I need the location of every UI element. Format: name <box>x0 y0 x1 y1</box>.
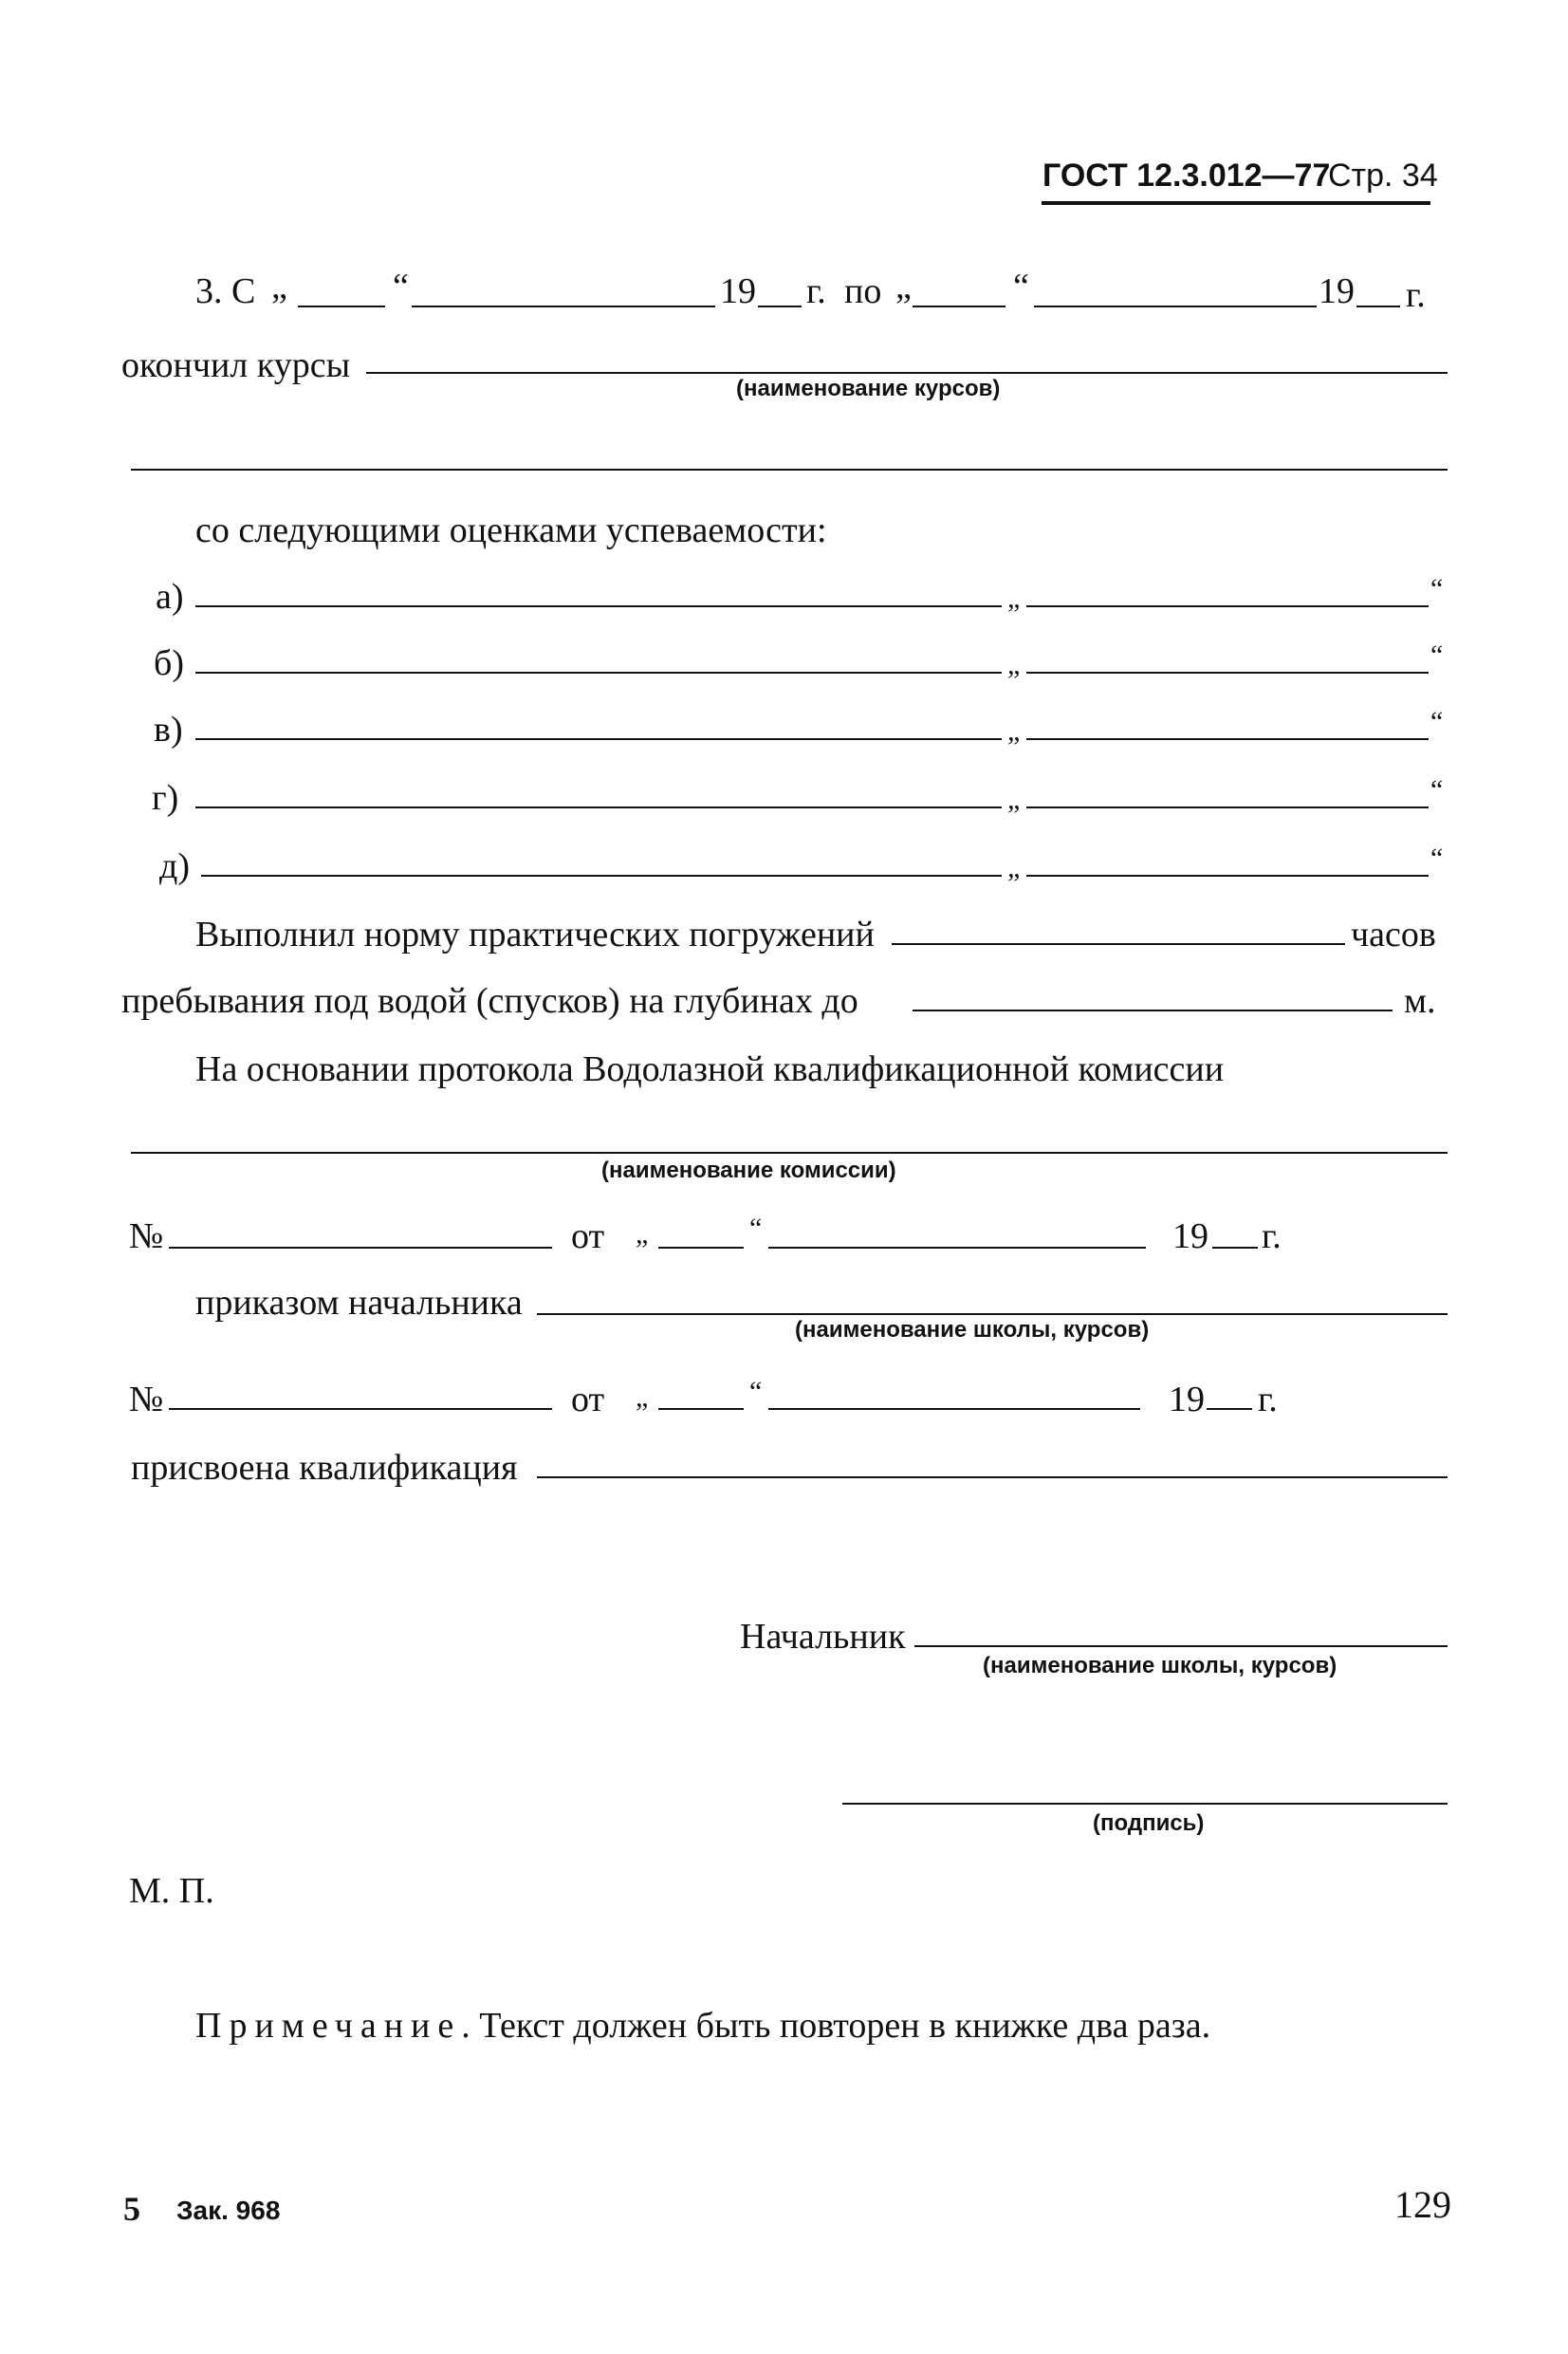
from-label: от <box>571 1380 605 1419</box>
day-field[interactable] <box>298 306 385 307</box>
caption: (подпись) <box>1093 1810 1205 1836</box>
sheet-number: 5 <box>123 2190 140 2228</box>
gost-number: ГОСТ 12.3.012—77 <box>1042 158 1331 194</box>
year-prefix: 19 <box>720 271 756 311</box>
signature-field[interactable] <box>842 1803 1448 1805</box>
item-number: 3. С <box>195 271 256 311</box>
courses-field[interactable] <box>366 372 1448 374</box>
month-field[interactable] <box>412 306 715 307</box>
day-field[interactable] <box>913 306 1005 307</box>
quote: „ <box>271 267 287 306</box>
grade-a-mark[interactable] <box>1026 605 1429 607</box>
basis-text: На основании протокола Водолазной квалификационной комиссии <box>195 1049 1225 1089</box>
quote: “ <box>1430 639 1444 671</box>
quote: “ <box>1013 267 1029 306</box>
qualification-field[interactable] <box>537 1476 1448 1478</box>
number-sign: № <box>129 1380 164 1419</box>
grade-g-mark[interactable] <box>1026 806 1429 808</box>
year-abbr: г. <box>1406 275 1426 315</box>
quote: “ <box>1430 706 1444 737</box>
grade-g-label: г) <box>152 778 179 818</box>
quote: „ <box>895 267 912 306</box>
note-label: Примечание <box>195 2006 462 2046</box>
depth-text: пребывания под водой (спусков) на глубинах до <box>121 981 858 1021</box>
quote: „ <box>1007 649 1021 680</box>
courses-field-cont[interactable] <box>131 469 1448 471</box>
from-label: от <box>571 1216 605 1256</box>
quote: „ <box>636 1218 649 1250</box>
year-field[interactable] <box>1207 1408 1252 1410</box>
month-field[interactable] <box>1034 306 1317 307</box>
chief-label: Начальник <box>740 1617 906 1657</box>
quote: „ <box>1007 715 1021 747</box>
year-abbr: г. <box>806 271 826 311</box>
page-number: 129 <box>1394 2183 1451 2226</box>
caption: (наименование курсов) <box>736 376 1001 401</box>
grade-d-subject[interactable] <box>201 875 1002 877</box>
caption: (наименование школы, курсов) <box>795 1317 1150 1343</box>
practice-hours-field[interactable] <box>892 943 1345 945</box>
qualification-label: присвоена квалификация <box>131 1448 518 1488</box>
depth-field[interactable] <box>913 1010 1393 1011</box>
year-field[interactable] <box>1212 1247 1258 1249</box>
quote: „ <box>1007 852 1021 883</box>
year-prefix: 19 <box>1169 1380 1205 1419</box>
grade-v-label: в) <box>154 710 183 750</box>
note-text: . Текст должен быть повторен в книжке два раза. <box>461 2006 1211 2046</box>
grades-title: со следующими оценками успеваемости: <box>195 510 827 550</box>
header-rule <box>1042 201 1430 205</box>
grade-v-subject[interactable] <box>195 738 1002 740</box>
day-field[interactable] <box>658 1408 744 1410</box>
month-field[interactable] <box>768 1247 1146 1249</box>
chief-school-field[interactable] <box>914 1645 1448 1647</box>
note <box>195 2008 1210 2044</box>
year-abbr: г. <box>1258 1380 1278 1419</box>
month-field[interactable] <box>768 1408 1140 1410</box>
grade-b-label: б) <box>154 643 184 683</box>
caption: (наименование школы, курсов) <box>983 1653 1337 1678</box>
order-label: приказом начальника <box>195 1283 523 1323</box>
grade-v-mark[interactable] <box>1026 738 1429 740</box>
grade-d-label: д) <box>159 846 190 886</box>
grade-d-mark[interactable] <box>1026 875 1429 877</box>
quote: “ <box>1430 843 1444 874</box>
grade-a-label: а) <box>156 577 184 617</box>
hours-label: часов <box>1351 915 1436 955</box>
quote: “ <box>749 1213 763 1244</box>
year-prefix: 19 <box>1172 1216 1208 1256</box>
quote: „ <box>1007 583 1021 614</box>
practice-text: Выполнил норму практических погружений <box>195 915 875 955</box>
quote: “ <box>393 267 409 306</box>
grade-b-mark[interactable] <box>1026 672 1429 674</box>
grade-b-subject[interactable] <box>195 672 1002 674</box>
caption: (наименование комиссии) <box>601 1158 896 1183</box>
day-field[interactable] <box>658 1247 744 1249</box>
year-prefix: 19 <box>1319 271 1355 311</box>
year-field[interactable] <box>1356 306 1400 307</box>
commission-field[interactable] <box>131 1152 1448 1154</box>
meters-label: м. <box>1404 981 1436 1021</box>
po-label: по <box>844 271 882 311</box>
page-ref: Стр. 34 <box>1328 158 1438 194</box>
quote: „ <box>1007 784 1021 815</box>
order-ref: Зак. 968 <box>176 2196 281 2225</box>
grade-g-subject[interactable] <box>195 806 1002 808</box>
number-sign: № <box>129 1216 164 1256</box>
courses-label: окончил курсы <box>121 345 351 385</box>
quote: “ <box>1430 573 1444 604</box>
quote: “ <box>749 1376 763 1407</box>
order-number-field[interactable] <box>169 1408 552 1410</box>
quote: „ <box>636 1381 649 1413</box>
grade-a-subject[interactable] <box>195 605 1002 607</box>
protocol-number-field[interactable] <box>169 1247 552 1249</box>
school-field[interactable] <box>537 1313 1448 1315</box>
seal-place: М. П. <box>129 1871 214 1911</box>
year-abbr: г. <box>1262 1216 1282 1256</box>
year-field[interactable] <box>758 306 802 307</box>
quote: “ <box>1430 774 1444 806</box>
